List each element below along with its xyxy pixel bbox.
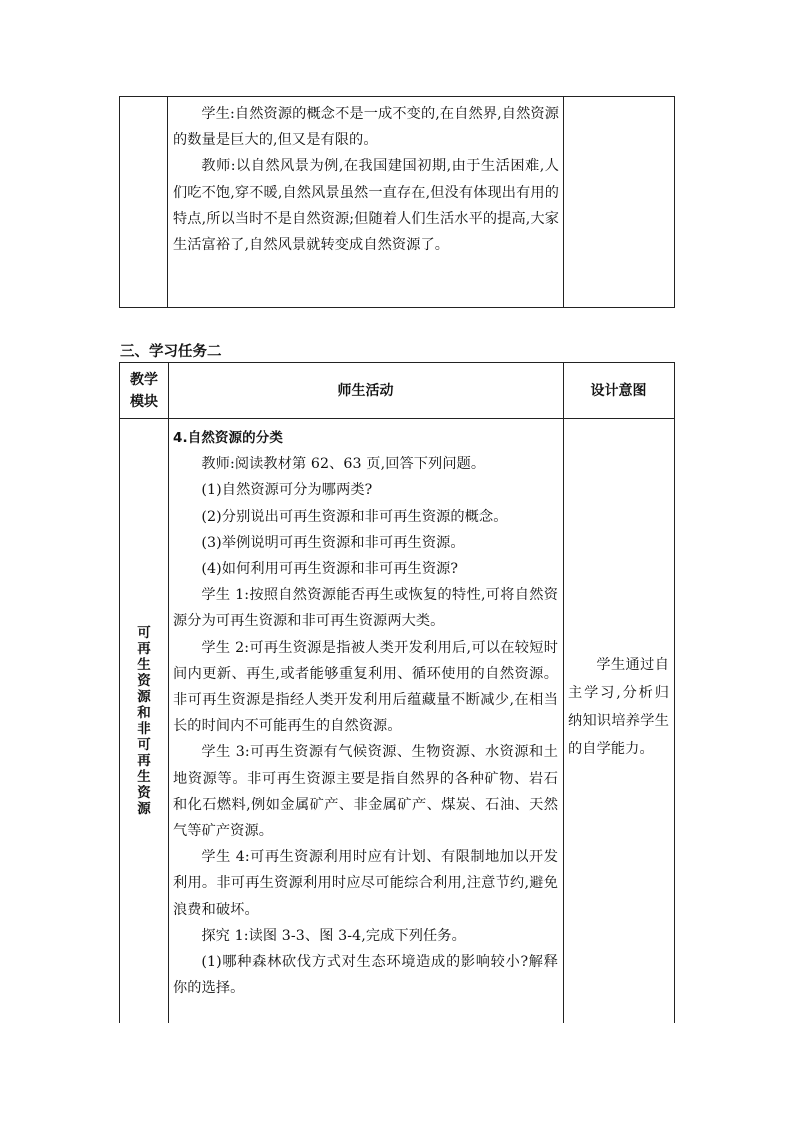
module-cell xyxy=(120,419,168,1023)
activity-paragraph: 学生 3:可再生资源有气候资源、生物资源、水资源和土地资源等。非可再生资源主要是指自然界的各种矿物、岩石和化石燃料,例如金属矿产、非金属矿产、煤炭、石油、天然气等矿产资源。 xyxy=(173,744,558,840)
activity-paragraph: (4)如何利用可再生资源和非可再生资源? xyxy=(201,561,459,578)
activity-paragraph: 学生 1:按照自然资源能否再生或恢复的特性,可将自然资源分为可再生资源和非可再生资源两大类。 xyxy=(173,587,558,630)
continuation-module-cell xyxy=(120,97,168,307)
activity-paragraph: 学生 2:可再生资源是指被人类开发利用后,可以在较短时间内更新、再生,或者能够重复利用、循环使用的自然资源。非可再生资源是指经人类开发利用后蕴藏量不断减少,在相当长的时间内不可能再生的自然资源。 xyxy=(173,639,558,735)
activity-paragraph: 探究 1:读图 3-3、图 3-4,完成下列任务。 xyxy=(201,927,466,944)
table-header-row xyxy=(120,363,674,419)
activity-paragraph: (3)举例说明可再生资源和非可再生资源。 xyxy=(201,534,465,551)
module-name: 可再生资源和非可再生资源 xyxy=(137,625,151,817)
intent-cell xyxy=(563,651,674,763)
header-module xyxy=(120,363,168,419)
activity-paragraph: (2)分别说出可再生资源和非可再生资源的概念。 xyxy=(201,508,508,525)
activity-paragraph: 教师:阅读教材第 62、63 页,回答下列问题。 xyxy=(201,456,486,473)
activity-heading: 4.自然资源的分类 xyxy=(173,430,283,446)
header-module-label: 教学模块 xyxy=(130,372,158,410)
section-title: 三、学习任务二 xyxy=(120,344,222,360)
continuation-table xyxy=(119,96,675,308)
continuation-activity-cell xyxy=(168,101,564,258)
activity-cell xyxy=(168,425,563,1001)
header-activity: 师生活动 xyxy=(337,383,394,399)
intent-text: 学生通过自主学习,分析归纳知识培养学生的自学能力。 xyxy=(568,657,669,757)
lesson-table xyxy=(119,362,675,1023)
continuation-paragraph: 教师:以自然风景为例,在我国建国初期,由于生活困难,人们吃不饱,穿不暖,自然风景虽然一直存在,但没有体现出有用的特点,所以当时不是自然资源;但随着人们生活水平的提高,大家生活富裕了,自然风景就转变成自然资源了。 xyxy=(173,158,559,254)
continuation-paragraph: 学生:自然资源的概念不是一成不变的,在自然界,自然资源的数量是巨大的,但又是有限的。 xyxy=(173,106,559,149)
continuation-intent-cell xyxy=(563,97,674,307)
activity-paragraph: 学生 4:可再生资源利用时应有计划、有限制地加以开发利用。非可再生资源利用时应尽可能综合利用,注意节约,避免浪费和破坏。 xyxy=(173,849,558,918)
header-intent: 设计意图 xyxy=(590,383,647,399)
activity-paragraph: (1)哪种森林砍伐方式对生态环境造成的影响较小?解释你的选择。 xyxy=(173,954,558,997)
activity-paragraph: (1)自然资源可分为哪两类? xyxy=(201,482,373,499)
